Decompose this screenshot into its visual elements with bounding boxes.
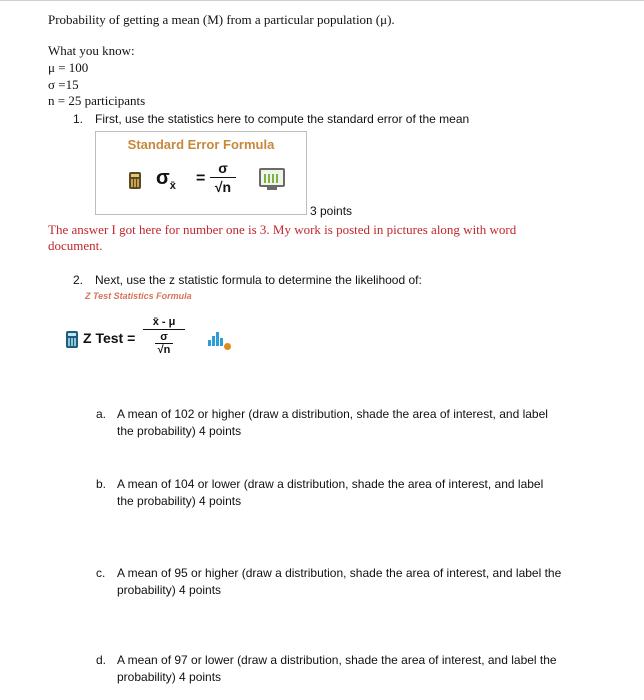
monitor-chart-icon [259,168,285,187]
known-sigma: σ =15 [48,77,79,92]
item-a-line2: the probability) 4 points [117,424,242,438]
ztest-numerator: x̄ - μ [152,316,176,328]
formula-equals: = [196,170,206,187]
item-d-letter: d. [96,653,107,667]
item-c-line2: probability) 4 points [117,583,222,597]
calculator-blue-icon [66,331,78,348]
item-a-letter: a. [96,407,107,421]
ztest-den-denominator: √n [157,344,171,356]
formula-subscript: x̄ [169,180,176,192]
item-b-line1: A mean of 104 or lower (draw a distribution, shade the area of interest, and label [117,477,544,491]
formula-numerator: σ [218,160,228,176]
ztest-label: Z Test = [83,330,136,346]
item-d-line1: A mean of 97 or lower (draw a distribution, shade the area of interest, and label the [117,653,557,667]
answer-note-line1: The answer I got here for number one is 3. My work is posted in pictures along with word [48,222,517,237]
item-d-line2: probability) 4 points [117,670,222,684]
item-c-letter: c. [96,566,106,580]
q1-number: 1. [73,112,84,126]
formula-denominator: √n [214,179,232,195]
q2-number: 2. [73,273,84,287]
formula-fraction [210,160,236,195]
item-b-line2: the probability) 4 points [117,494,242,508]
item-c-line1: A mean of 95 or higher (draw a distribution, shade the area of interest, and label the [117,566,562,580]
top-border [0,0,644,1]
formula-fraction-bar [210,177,236,178]
standard-error-formula-box [95,131,307,215]
answer-note-line2: document. [48,238,103,253]
formula-sigma: σ [156,167,170,189]
ztest-den-numerator: σ [160,331,168,343]
formula-lhs [156,167,176,192]
q1-points: 3 points [310,204,353,218]
known-mu: μ = 100 [48,60,89,75]
ztest-caption: Z Test Statistics Formula [85,291,192,301]
ztest-fraction [143,316,185,356]
chart-dot-icon [224,343,231,350]
item-a-line1: A mean of 102 or higher (draw a distribution, shade the area of interest, and label [117,407,548,421]
monitor-stand [267,187,277,190]
ztest-fraction-bar [143,329,185,330]
formula-box-title: Standard Error Formula [127,137,275,152]
page-title: Probability of getting a mean (M) from a particular population (μ). [48,12,395,27]
ztest-denominator [143,331,185,356]
known-heading: What you know: [48,43,135,58]
item-b-letter: b. [96,477,107,491]
q2-text: Next, use the z statistic formula to determine the likelihood of: [95,273,422,287]
known-n: n = 25 participants [48,93,146,108]
q1-text: First, use the statistics here to compute the standard error of the mean [95,112,470,126]
calculator-icon [129,172,141,189]
